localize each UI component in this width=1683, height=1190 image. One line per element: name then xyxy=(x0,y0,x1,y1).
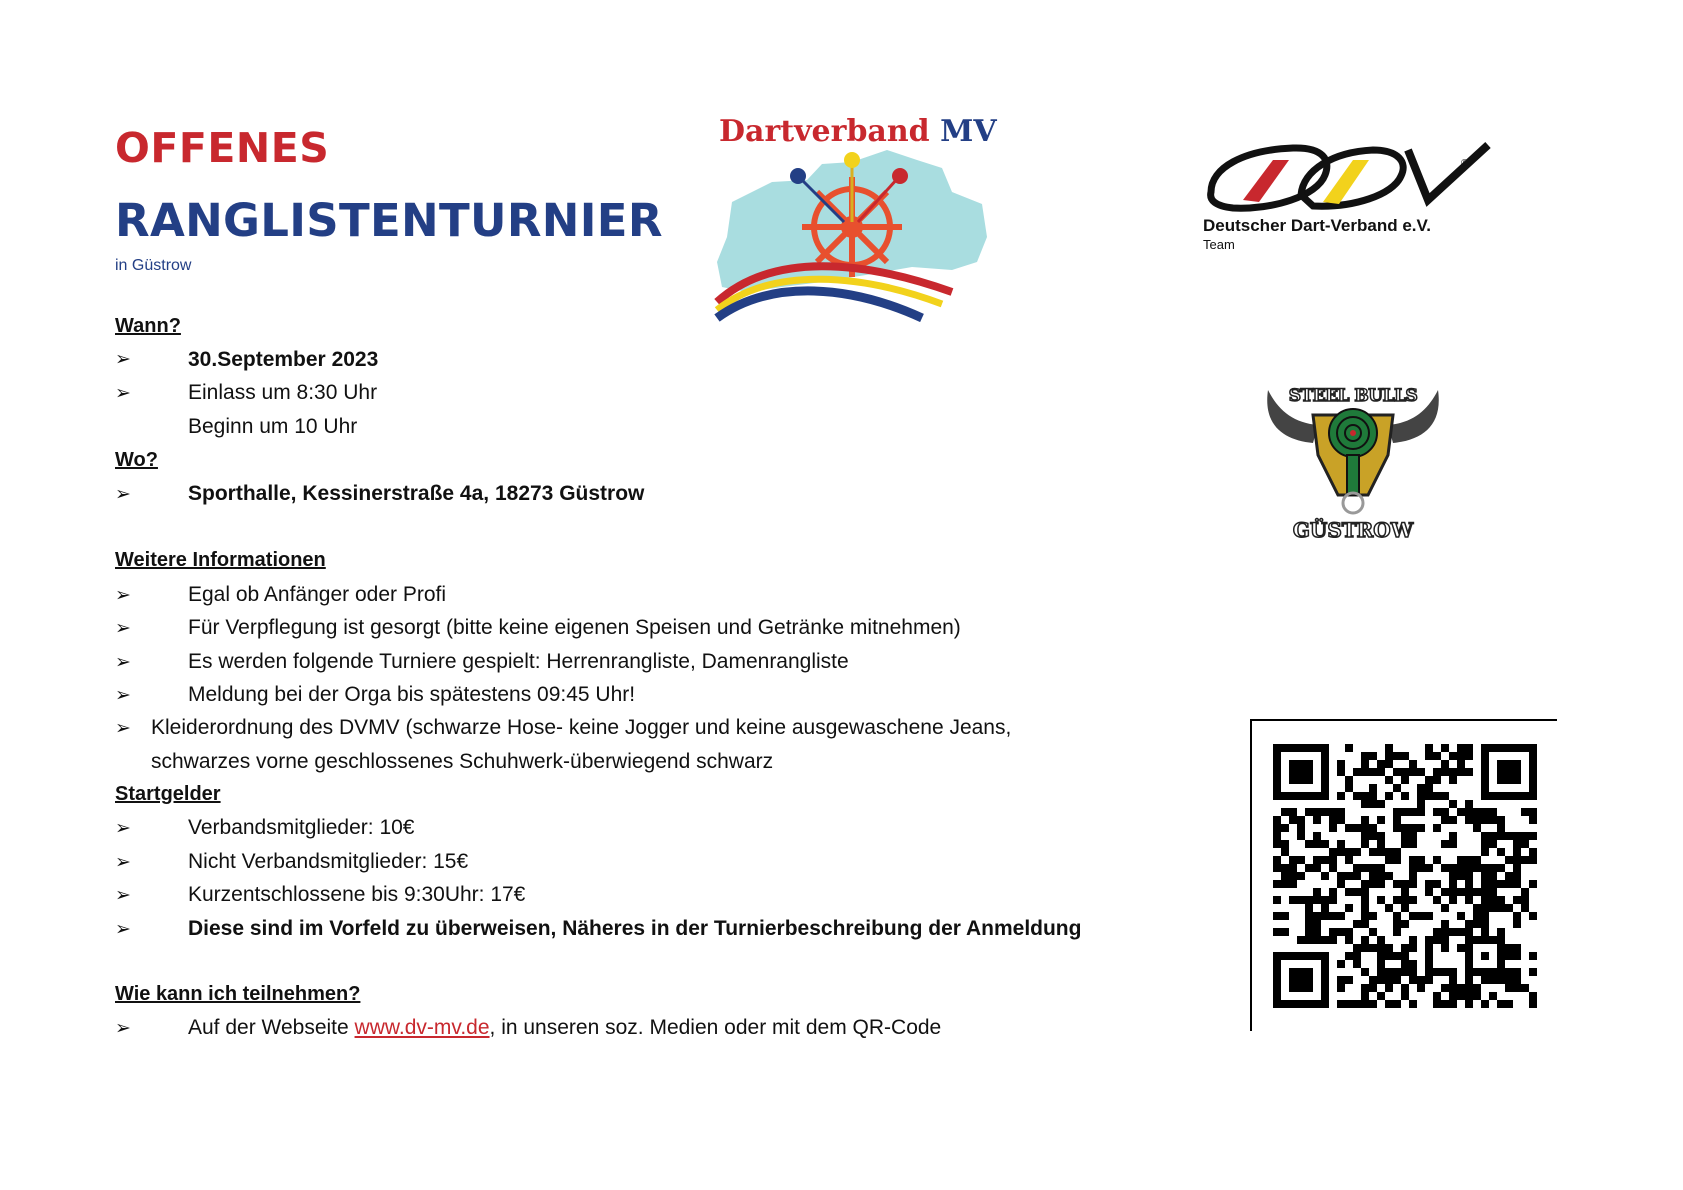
ddv-team: Team xyxy=(1203,237,1235,252)
bullet-icon: ➢ xyxy=(115,484,131,505)
date-text: 30.September 2023 xyxy=(188,348,379,371)
info-item-1: Egal ob Anfänger oder Profi xyxy=(188,583,447,606)
fee-members: Verbandsmitglieder: 10€ xyxy=(188,816,415,839)
title-line-2: RANGLISTENTURNIER xyxy=(115,194,663,247)
einlass-text: Einlass um 8:30 Uhr xyxy=(188,381,378,404)
teilnahme-prefix: Auf der Webseite xyxy=(188,1016,355,1039)
heading-wo: Wo? xyxy=(115,449,158,471)
dvmv-logo xyxy=(712,112,1002,322)
info-item-2: Für Verpflegung ist gesorgt (bitte keine eigenen Speisen und Getränke mitnehmen) xyxy=(188,616,961,639)
bullet-icon: ➢ xyxy=(115,818,131,839)
info-item-5-line-2: schwarzes vorne geschlossenes Schuhwerk-überwiegend schwarz xyxy=(151,750,774,773)
fee-non-members: Nicht Verbandsmitglieder: 15€ xyxy=(188,850,469,873)
heading-teilnahme: Wie kann ich teilnehmen? xyxy=(115,983,361,1005)
steelbulls-top-text: STEEL BULLS xyxy=(1288,386,1418,406)
bullet-icon: ➢ xyxy=(115,585,131,606)
steelbulls-bottom-text: GÜSTROW xyxy=(1292,518,1414,542)
beginn-text: Beginn um 10 Uhr xyxy=(188,415,358,438)
bullet-icon: ➢ xyxy=(115,718,131,739)
bullet-icon: ➢ xyxy=(115,652,131,673)
bullet-icon: ➢ xyxy=(115,383,131,404)
heading-wann: Wann? xyxy=(115,315,181,337)
dvmv-map-wheel-icon xyxy=(712,142,992,322)
qr-code-icon[interactable] xyxy=(1273,744,1537,1008)
ddv-wordmark-icon xyxy=(1203,140,1493,218)
bullet-icon: ➢ xyxy=(115,852,131,873)
ddv-registered-mark: ® xyxy=(1461,158,1469,169)
title-line-1: OFFENES xyxy=(115,124,330,172)
ddv-name: Deutscher Dart-Verband e.V. xyxy=(1203,216,1432,235)
bullet-icon: ➢ xyxy=(115,1018,131,1039)
bullet-icon: ➢ xyxy=(115,885,131,906)
subtitle: in Güstrow xyxy=(115,257,192,274)
bullet-icon: ➢ xyxy=(115,349,131,370)
teilnahme-text xyxy=(188,1016,941,1040)
website-link[interactable]: www.dv-mv.de xyxy=(354,1016,490,1039)
bullet-icon: ➢ xyxy=(115,685,131,706)
bullet-icon: ➢ xyxy=(115,919,131,940)
heading-info: Weitere Informationen xyxy=(115,549,326,571)
address-text: Sporthalle, Kessinerstraße 4a, 18273 Güstrow xyxy=(188,482,645,505)
fee-note: Diese sind im Vorfeld zu überweisen, Näheres in der Turnierbeschreibung der Anmeldung xyxy=(188,917,1082,940)
info-item-5-line-1: Kleiderordnung des DVMV (schwarze Hose- keine Jogger und keine ausgewaschene Jeans, xyxy=(151,716,1012,739)
bullet-icon: ➢ xyxy=(115,618,131,639)
fee-late: Kurzentschlossene bis 9:30Uhr: 17€ xyxy=(188,883,526,906)
info-item-4: Meldung bei der Orga bis spätestens 09:45 Uhr! xyxy=(188,683,636,706)
steelbulls-logo xyxy=(1258,385,1448,545)
info-item-3: Es werden folgende Turniere gespielt: Herrenrangliste, Damenrangliste xyxy=(188,650,849,673)
dvmv-logo-word2: MV xyxy=(940,114,997,149)
dvmv-logo-word1: Dartverband xyxy=(719,114,930,149)
ddv-logo xyxy=(1203,140,1503,255)
teilnahme-suffix: , in unseren soz. Medien oder mit dem QR-Code xyxy=(489,1016,942,1039)
heading-startgelder: Startgelder xyxy=(115,783,221,805)
